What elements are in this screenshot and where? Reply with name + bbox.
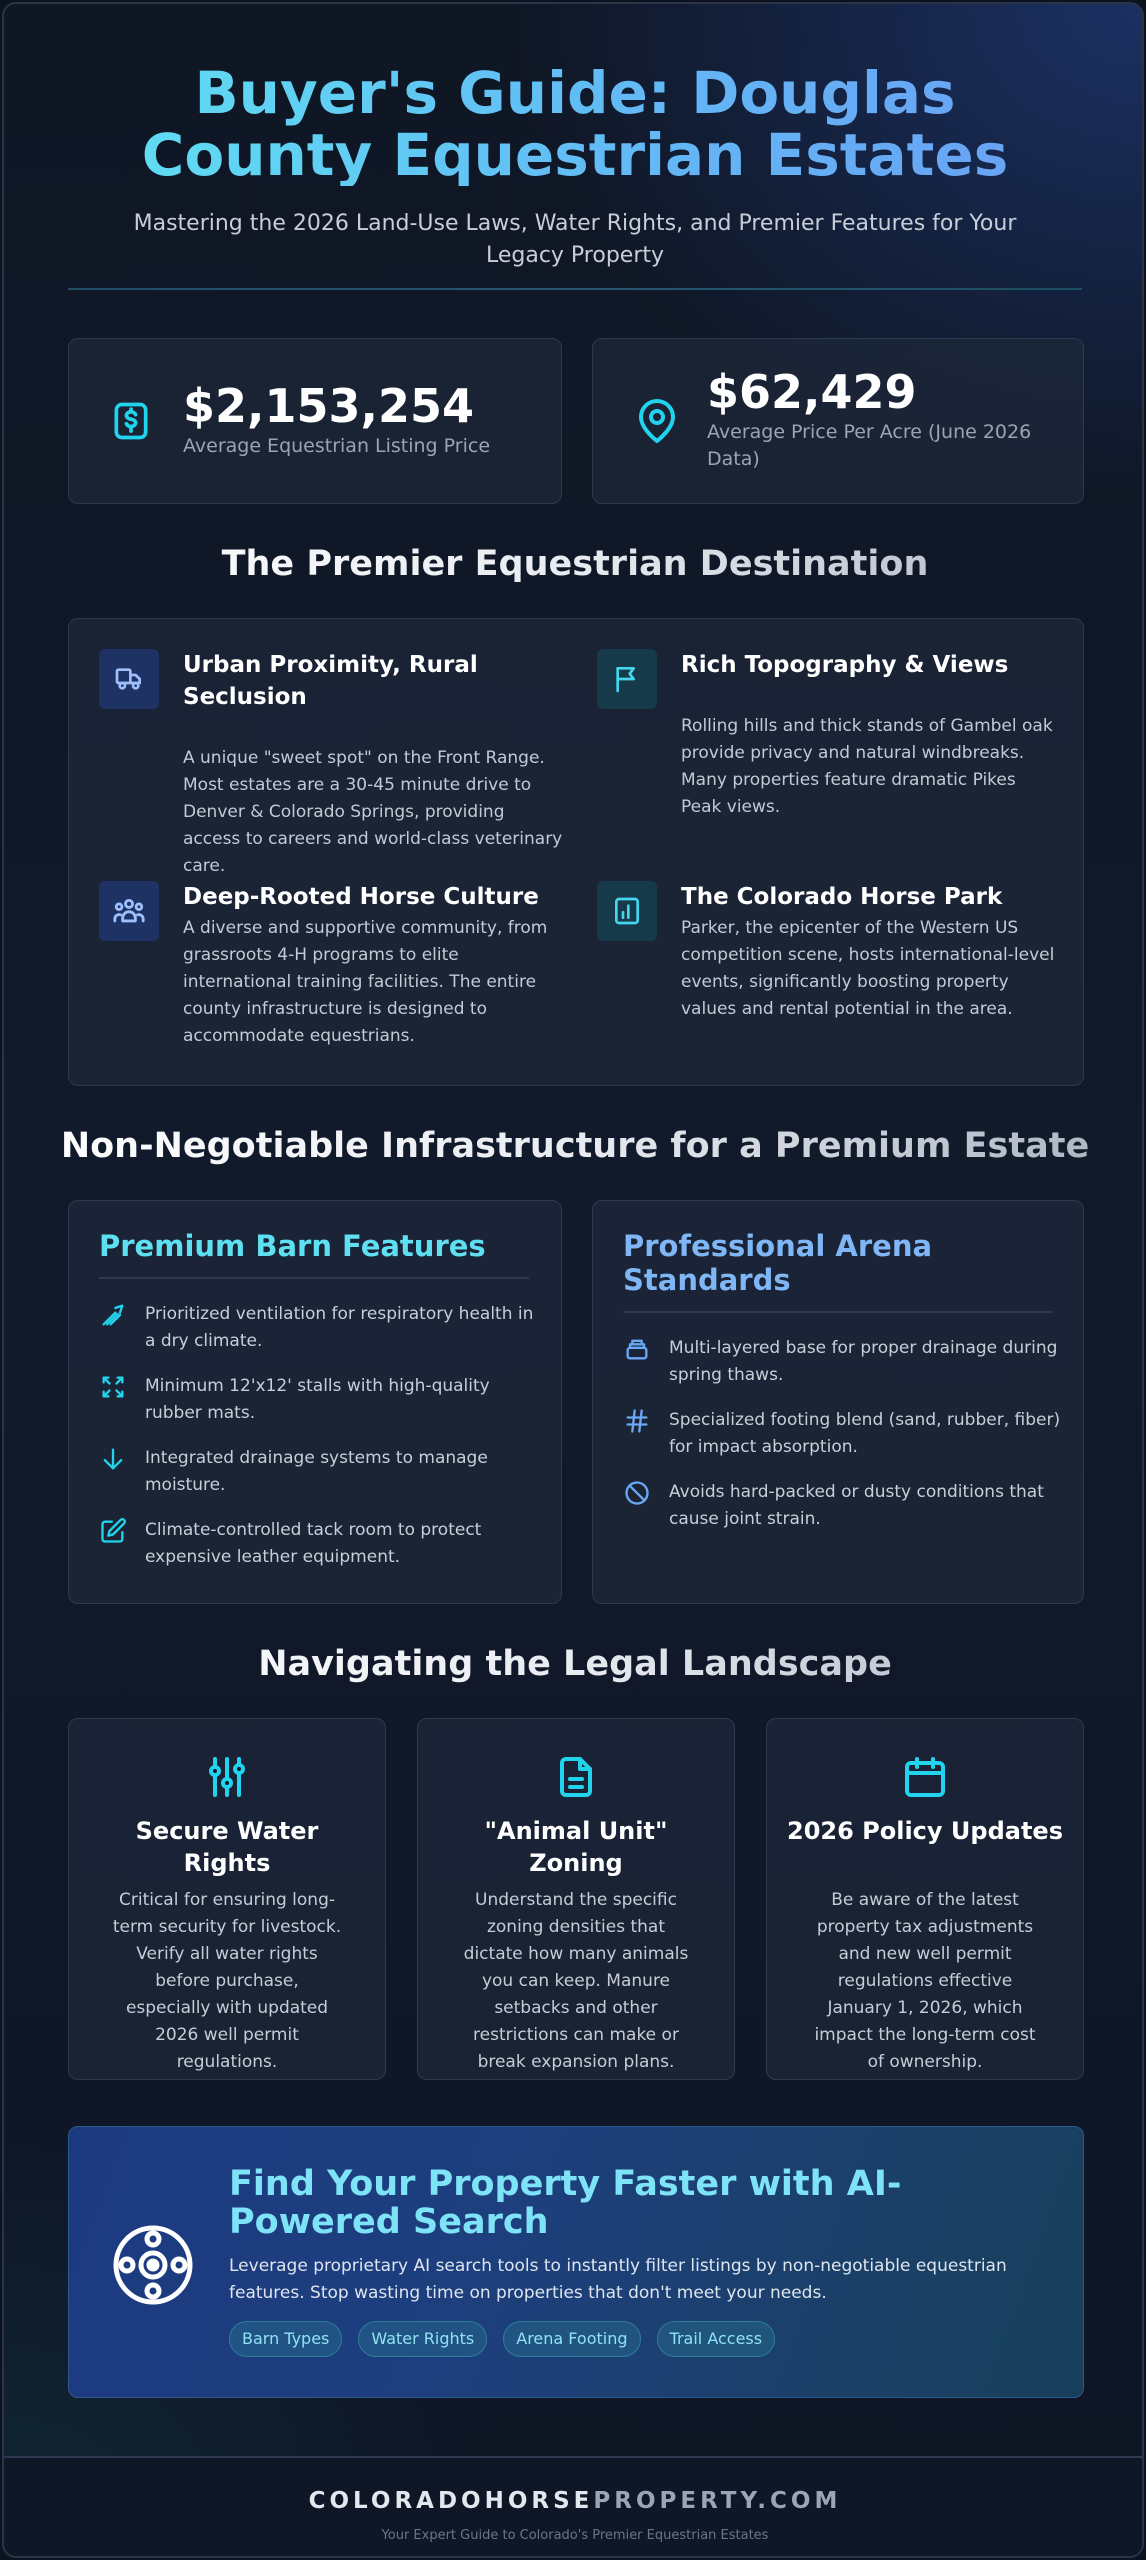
stat-card-price-per-acre: [592, 338, 1084, 504]
legal-desc: Understand the specific zoning densities that dictate how many animals you can keep. Manure setbacks and other restrictions can make or break expansion plans.: [463, 1890, 689, 2072]
expand-icon: [99, 1373, 127, 1401]
filter-tags: [229, 2321, 775, 2357]
footer-tagline: Your Expert Guide to Colorado's Premier Equestrian Estates: [381, 2528, 769, 2543]
sliders-icon: [203, 1753, 251, 1801]
brand-sub: PROPERTY.COM: [593, 2488, 842, 2514]
header-divider: [68, 288, 1082, 290]
target-icon: [111, 2223, 195, 2307]
barn-item-text: Minimum 12'x12' stalls with high-quality rubber mats.: [145, 1376, 490, 1423]
barn-item-text: Prioritized ventilation for respiratory health in a dry climate.: [145, 1304, 534, 1351]
ban-icon: [623, 1479, 651, 1507]
legal-title: "Animal Unit" Zoning: [484, 1817, 668, 1877]
brand-main: COLORADOHORSE: [308, 2488, 594, 2514]
legal-card-policy-updates: [766, 1718, 1084, 2080]
page-subtitle: Mastering the 2026 Land-Use Laws, Water Rights, and Premier Features for Your Legacy Property: [133, 211, 1017, 268]
header: [4, 59, 1144, 272]
section-title-infrastructure: Non-Negotiable Infrastructure for a Premium Estate: [4, 1126, 1144, 1166]
feature-title: The Colorado Horse Park: [681, 884, 1003, 910]
barn-divider: [99, 1277, 529, 1279]
feature-title: Rich Topography & Views: [681, 652, 1009, 678]
stat-value: $2,153,254: [183, 379, 475, 433]
document-icon: [552, 1753, 600, 1801]
stat-label: Average Price Per Acre (June 2026 Data): [707, 421, 1032, 470]
section-title-legal: Navigating the Legal Landscape: [4, 1644, 1144, 1684]
infographic-frame: [2, 2, 1144, 2558]
feature-title: Urban Proximity, Rural Seclusion: [183, 652, 478, 710]
arena-item-text: Avoids hard-packed or dusty conditions that cause joint strain.: [669, 1482, 1044, 1529]
legal-card-water-rights: [68, 1718, 386, 2080]
calendar-icon: [901, 1753, 949, 1801]
legal-desc: Be aware of the latest property tax adjustments and new well permit regulations effective January 1, 2026, which impact the long-term cost of ownership.: [814, 1890, 1036, 2072]
section-title-destination: The Premier Equestrian Destination: [4, 544, 1144, 584]
arena-heading: Professional Arena Standards: [623, 1229, 933, 1297]
footer: [4, 2456, 1144, 2558]
feature-desc: A diverse and supportive community, from grassroots 4-H programs to elite international training facilities. The entire county infrastructure is designed to accommodate equestrians.: [183, 918, 548, 1046]
destination-panel: [68, 618, 1084, 1086]
tag-arena-footing[interactable]: Arena Footing: [503, 2321, 640, 2357]
legal-card-zoning: [417, 1718, 735, 2080]
legal-desc: Critical for ensuring long-term security for livestock. Verify all water rights before purchase, especially with updated 2026 well permit regulations.: [112, 1890, 342, 2072]
community-icon: [99, 881, 159, 941]
truck-icon: [99, 649, 159, 709]
feature-desc: A unique "sweet spot" on the Front Range. Most estates are a 30-45 minute drive to Denver & Colorado Springs, providing access to careers and world-class veterinary care.: [183, 748, 563, 876]
cta-desc: Leverage proprietary AI search tools to instantly filter listings by non-negotiable equestrian features. Stop wasting time on properties that don't meet your needs.: [229, 2256, 1007, 2303]
arena-standards-card: [592, 1200, 1084, 1604]
arena-divider: [623, 1311, 1053, 1313]
cta-title: Find Your Property Faster with AI-Powered Search: [229, 2164, 902, 2242]
legal-title: 2026 Policy Updates: [787, 1817, 1063, 1845]
arrow-down-icon: [99, 1445, 127, 1473]
tag-water-rights[interactable]: Water Rights: [358, 2321, 487, 2357]
arena-item-text: Multi-layered base for proper drainage during spring thaws.: [669, 1338, 1058, 1385]
barn-heading: Premium Barn Features: [99, 1229, 486, 1263]
tag-barn-types[interactable]: Barn Types: [229, 2321, 342, 2357]
feature-desc: Rolling hills and thick stands of Gambel oak provide privacy and natural windbreaks. Many properties feature dramatic Pikes Peak views.: [681, 716, 1053, 817]
map-pin-icon: [633, 397, 681, 445]
page-title: Buyer's Guide: Douglas County Equestrian Estates: [75, 62, 1075, 186]
stat-value: $62,429: [707, 365, 917, 419]
money-icon: [109, 399, 153, 443]
arena-item-text: Specialized footing blend (sand, rubber, fiber) for impact absorption.: [669, 1410, 1061, 1457]
legal-title: Secure Water Rights: [135, 1817, 319, 1877]
barn-features-card: [68, 1200, 562, 1604]
chart-icon: [597, 881, 657, 941]
tag-trail-access[interactable]: Trail Access: [657, 2321, 776, 2357]
barn-item-text: Climate-controlled tack room to protect expensive leather equipment.: [145, 1520, 482, 1567]
stat-card-listing-price: [68, 338, 562, 504]
barn-item-text: Integrated drainage systems to manage moisture.: [145, 1448, 488, 1495]
edit-icon: [99, 1517, 127, 1545]
feature-desc: Parker, the epicenter of the Western US competition scene, hosts international-level events, significantly boosting property values and rental potential in the area.: [681, 918, 1055, 1019]
footer-brand[interactable]: [4, 2488, 1144, 2514]
stat-label: Average Equestrian Listing Price: [183, 435, 491, 457]
ai-search-cta: [68, 2126, 1084, 2398]
feature-title: Deep-Rooted Horse Culture: [183, 884, 539, 910]
hash-icon: [623, 1407, 651, 1435]
flag-icon: [597, 649, 657, 709]
wind-icon: [99, 1301, 127, 1329]
layers-icon: [623, 1335, 651, 1363]
